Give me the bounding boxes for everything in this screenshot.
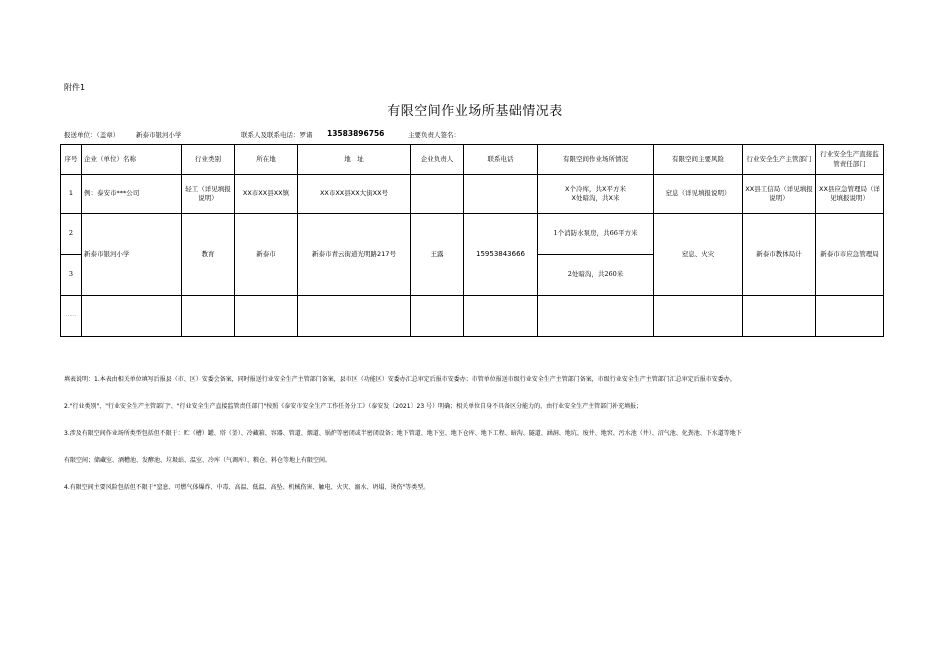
- situation-line: X处暗沟，共X米: [571, 194, 620, 202]
- row-number: 2: [61, 214, 82, 255]
- header-cell: 序号: [61, 145, 82, 175]
- header-cell: 所在地: [235, 145, 298, 175]
- empty-cell: [182, 296, 235, 337]
- location-cell: XX市XX县XX镇: [235, 175, 298, 214]
- empty-cell: [464, 296, 538, 337]
- header-cell: 企业负责人: [411, 145, 464, 175]
- table-row-data: [61, 214, 884, 255]
- attachment-label: 附件1: [64, 83, 86, 92]
- empty-cell: [411, 296, 464, 337]
- row-number: 3: [61, 255, 82, 296]
- principal-label: 主要负责人签名：: [408, 131, 460, 139]
- supervise-cell: XX县应急管理局（详见填报说明）: [816, 175, 884, 214]
- location-cell: 新泰市: [235, 214, 298, 296]
- industry-cell: 教育: [182, 214, 235, 296]
- unit-label: 报送单位：（盖章）: [64, 131, 120, 139]
- empty-cell: [82, 296, 182, 337]
- leader-cell: 王露: [411, 214, 464, 296]
- situation-cell: [538, 175, 654, 214]
- risk-cell: 窒息（详见填报说明）: [654, 175, 743, 214]
- empty-cell: [298, 296, 411, 337]
- empty-cell: [816, 296, 884, 337]
- risk-cell: 窒息、火灾: [654, 214, 743, 296]
- unit-name-cell: 例：泰安市***公司: [82, 175, 182, 214]
- table-header-row: [61, 145, 884, 175]
- address-cell: 新泰市青云街道光明路217号: [298, 214, 411, 296]
- header-cell: 行业安全生产主管部门: [743, 145, 816, 175]
- note-line: 有限空间；储藏室、酒糟池、发酵池、垃圾站、温室、冷库（气调库）、粮仓、料仓等地上有限空间。: [64, 457, 332, 464]
- header-cell: 行业安全生产直接监管责任部门: [816, 145, 884, 175]
- header-cell: 地 址: [298, 145, 411, 175]
- dept-cell: 新泰市教体局计: [743, 214, 816, 296]
- empty-cell: [654, 296, 743, 337]
- header-cell: 有限空间作业场所情况: [538, 145, 654, 175]
- address-cell: XX市XX县XX大街XX号: [298, 175, 411, 214]
- header-cell: 有限空间主要风险: [654, 145, 743, 175]
- ellipsis-cell: ……: [61, 296, 82, 337]
- contact-phone: 13583896756: [327, 129, 385, 138]
- workplace-table: [60, 144, 884, 337]
- header-cell: 联系电话: [464, 145, 538, 175]
- note-line: 2."行业类别"、"行业安全生产主管部门"、"行业安全生产直接监管责任部门"按照《泰安市安全生产工作任务分工》（泰安发〔2021〕23 号）明确；相关单位自身不具备区分能力的，由行业安全生产主管部门补充填报；: [64, 403, 643, 410]
- header-cell: 企业（单位）名称: [82, 145, 182, 175]
- empty-cell: [743, 296, 816, 337]
- contact-label: 联系人及联系电话：罗诸: [241, 131, 313, 139]
- note-line: 4.有限空间主要风险包括但不限于"窒息、可燃气体爆炸、中毒、高温、低温、高坠、机械伤害、触电、火灾、溺水、坍塌、烫伤"等类型。: [64, 484, 430, 491]
- supervise-cell: 新泰市市应急管理局: [816, 214, 884, 296]
- header-cell: 行业类别: [182, 145, 235, 175]
- phone-cell: [464, 175, 538, 214]
- phone-cell: 15953843666: [464, 214, 538, 296]
- dept-cell: XX县工信局（详见填报说明）: [743, 175, 816, 214]
- unit-name-cell: 新泰市银河小学: [82, 214, 182, 296]
- page-title: 有限空间作业场所基础情况表: [387, 104, 563, 119]
- table-row-empty: [61, 296, 884, 337]
- empty-cell: [235, 296, 298, 337]
- fill-instructions: [64, 357, 894, 501]
- table-row-example: [61, 175, 884, 214]
- situation-cell: 2处暗沟，共260米: [538, 255, 654, 296]
- situation-line: X个冷库，共X平方米: [565, 184, 626, 193]
- row-number: 1: [61, 175, 82, 214]
- industry-cell: 轻工（详见填报说明）: [182, 175, 235, 214]
- note-line: 填表说明：1.本表由相关单位填写后报县（市、区）安委会备案，同时报送行业安全生产主管部门备案，县市区（功能区）安委办汇总审定后报市安委办；市管单位报送市级行业安全生产主管部门备案，市级行业安全生产主管部门汇总审定后报市安委办。: [64, 376, 736, 383]
- unit-value: 新泰市银河小学: [136, 131, 182, 139]
- situation-cell: 1个消防水泵房，共66平方米: [538, 214, 654, 255]
- leader-cell: [411, 175, 464, 214]
- empty-cell: [538, 296, 654, 337]
- note-line: 3.涉及有限空间作业场所类型包括但不限于：贮（槽）罐、塔（釜）、冷藏箱、容器、管道、烟道、锅炉等密闭或半密闭设备；地下管道、地下室、地下仓库、地下工程、暗沟、隧道、涵洞、地坑、废井、地窖、污水池（井）、沼气池、化粪池、下水道等地下: [64, 430, 742, 437]
